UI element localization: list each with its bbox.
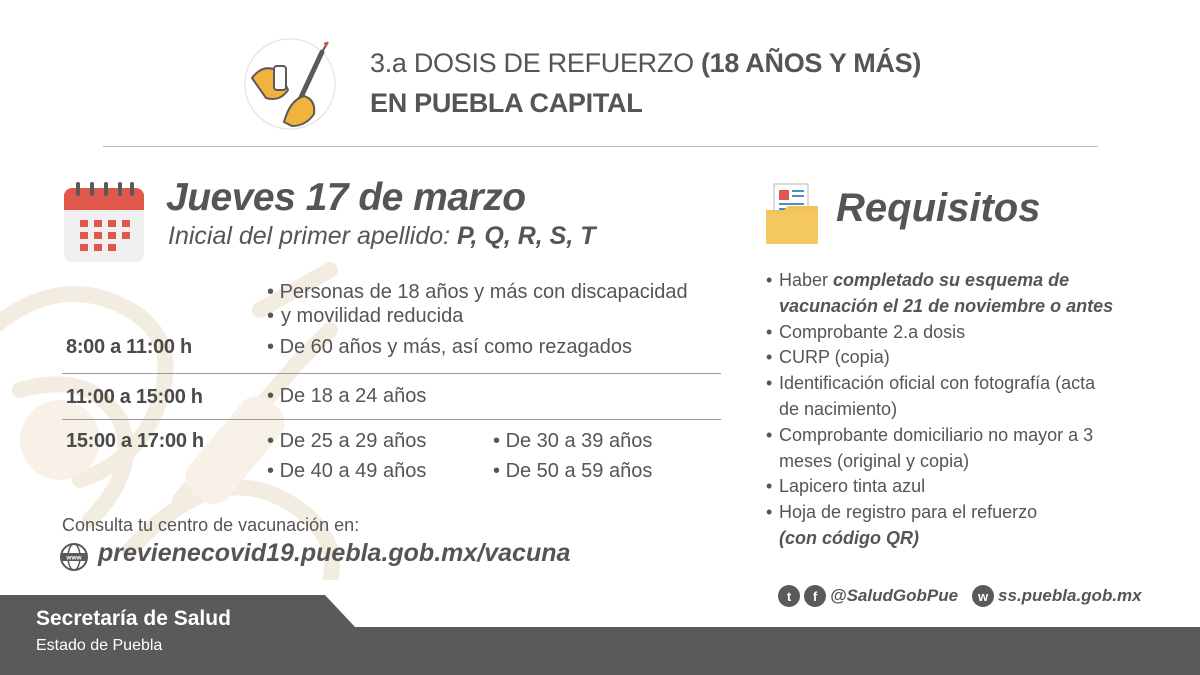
svg-text:www: www <box>66 554 82 562</box>
header-subtitle: EN PUEBLA CAPITAL <box>370 88 643 118</box>
schedule-item: • De 25 a 29 años <box>267 429 426 453</box>
footer-state: Estado de Puebla <box>36 637 163 654</box>
requirement-item: • Comprobante domiciliario no mayor a 3 meses (original y copia) <box>766 423 1109 475</box>
requirement-item: • Hoja de registro para el refuerzo (con código QR) <box>766 500 1166 552</box>
header-divider <box>103 146 1098 147</box>
time-slot-3: 15:00 a 17:00 h <box>66 430 204 452</box>
footer-slant <box>315 595 355 627</box>
social-handle[interactable]: @SaludGobPue <box>830 586 959 605</box>
consult-label: Consulta tu centro de vacunación en: <box>62 515 360 535</box>
web-w-icon[interactable]: w <box>972 585 994 607</box>
schedule-item-continuation: y movilidad reducida <box>281 305 464 327</box>
requirements-title: Requisitos <box>836 186 1041 230</box>
schedule-item: • De 60 años y más, así como rezagados <box>267 335 632 359</box>
requirements-list <box>766 268 1166 552</box>
header-title: 3.a DOSIS DE REFUERZO (18 AÑOS Y MÁS) <box>370 48 922 78</box>
schedule-item: • De 50 a 59 años <box>493 459 652 483</box>
website-link[interactable]: ss.puebla.gob.mx <box>998 586 1142 605</box>
surname-initials: Inicial del primer apellido: P, Q, R, S, T <box>168 222 596 250</box>
footer-organization: Secretaría de Salud <box>36 607 231 630</box>
time-slot-2: 11:00 a 15:00 h <box>66 386 203 408</box>
schedule-item: • De 18 a 24 años <box>267 384 426 408</box>
requirement-item: • Identificación oficial con fotografía (acta de nacimiento) <box>766 371 1109 423</box>
schedule-item: • De 30 a 39 años <box>493 429 652 453</box>
requirement-item: • Haber completado su esquema de vacunación el 21 de noviembre o antes <box>766 268 1166 320</box>
social-bar <box>778 584 1142 608</box>
time-slot-1: 8:00 a 11:00 h <box>66 336 192 358</box>
schedule-divider <box>62 419 721 420</box>
schedule-divider <box>62 373 721 374</box>
requirement-item: • Lapicero tinta azul <box>766 474 1166 500</box>
requirement-item: • Comprobante 2.a dosis <box>766 320 1166 346</box>
footer-bar <box>0 627 1200 675</box>
schedule-item: • Personas de 18 años y más con discapacidad <box>267 280 688 304</box>
www-globe-icon <box>60 543 88 571</box>
event-date: Jueves 17 de marzo <box>166 176 526 219</box>
vaccine-syringe-icon <box>244 38 336 130</box>
schedule-item: • De 40 a 49 años <box>267 459 426 483</box>
requirement-item: • CURP (copia) <box>766 345 1166 371</box>
vaccination-url-link[interactable]: previenecovid19.puebla.gob.mx/vacuna <box>98 539 571 567</box>
facebook-icon[interactable]: f <box>804 585 826 607</box>
twitter-icon[interactable]: t <box>778 585 800 607</box>
folder-document-icon <box>766 182 818 244</box>
calendar-icon <box>62 180 146 264</box>
